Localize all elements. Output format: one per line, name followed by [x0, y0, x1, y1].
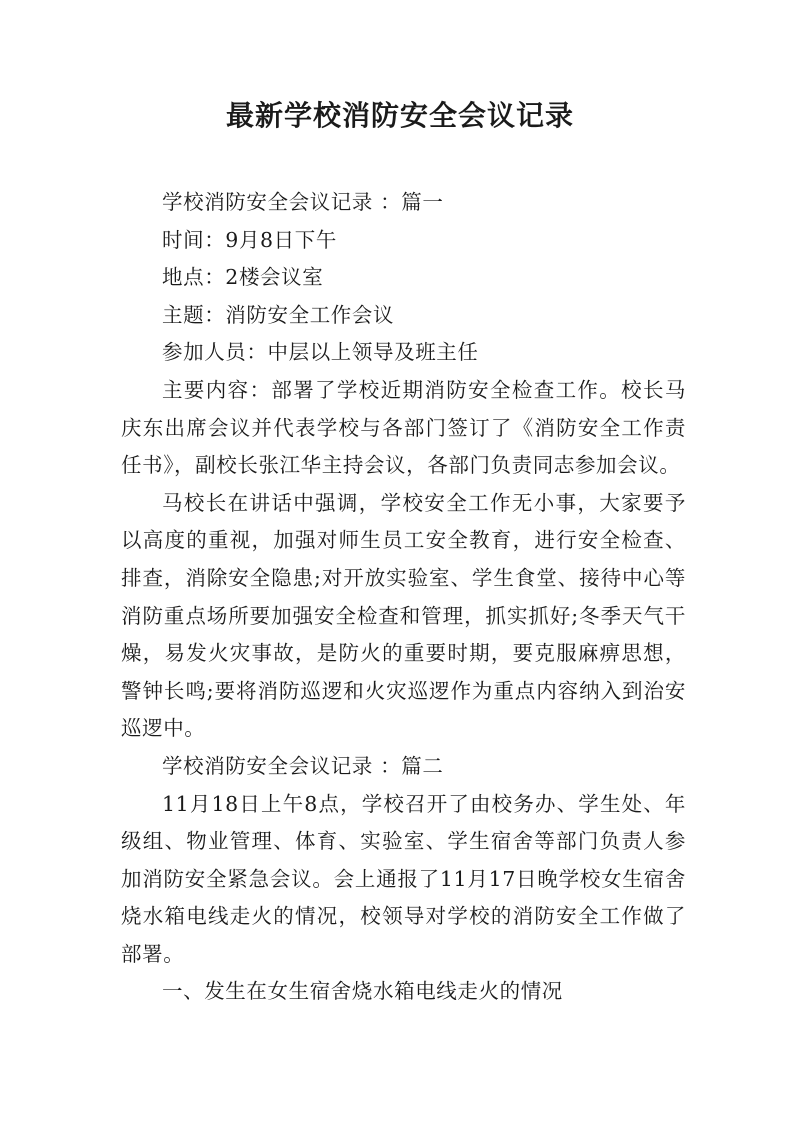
meeting-main-content: 主要内容：部署了学校近期消防安全检查工作。校长马庆东出席会议并代表学校与各部门签订了《消防安全工作责任书》，副校长张江华主持会议，各部门负责同志参加会议。 — [121, 377, 686, 478]
section-heading-part-2: 学校消防安全会议记录 ：篇二 — [162, 753, 444, 778]
principal-speech-paragraph: 马校长在讲话中强调，学校安全工作无小事，大家要予以高度的重视，加强对师生员工安全教育，进行安全检查、排查，消除安全隐患;对开放实验室、学生食堂、接待中心等消防重点场所要加强安全检查和管理，抓实抓好;冬季天气干燥，易发火灾事故，是防火的重要时期，要克服麻痹思想，警钟长鸣;要将消防巡逻和火灾巡逻作为重点内容纳入到治安巡逻中。 — [121, 490, 686, 741]
emergency-meeting-paragraph: 11月18日上午8点，学校召开了由校务办、学生处、年级组、物业管理、体育、实验室、学生宿舍等部门负责人参加消防安全紧急会议。会上通报了11月17日晚学校女生宿舍烧水箱电线走火的情况，校领导对学校的消防安全工作做了部署。 — [121, 791, 686, 966]
meeting-topic: 主题：消防安全工作会议 — [162, 302, 395, 327]
document-title: 最新学校消防安全会议记录 — [225, 99, 574, 132]
meeting-attendees: 参加人员：中层以上领导及班主任 — [162, 340, 479, 365]
subsection-heading-1: 一、发生在女生宿舍烧水箱电线走火的情况 — [162, 979, 563, 1004]
section-heading-part-1: 学校消防安全会议记录 ：篇一 — [162, 190, 444, 214]
meeting-time: 时间：9月8日下午 — [162, 227, 337, 252]
meeting-location: 地点：2楼会议室 — [162, 265, 324, 290]
document-body — [121, 184, 686, 1011]
